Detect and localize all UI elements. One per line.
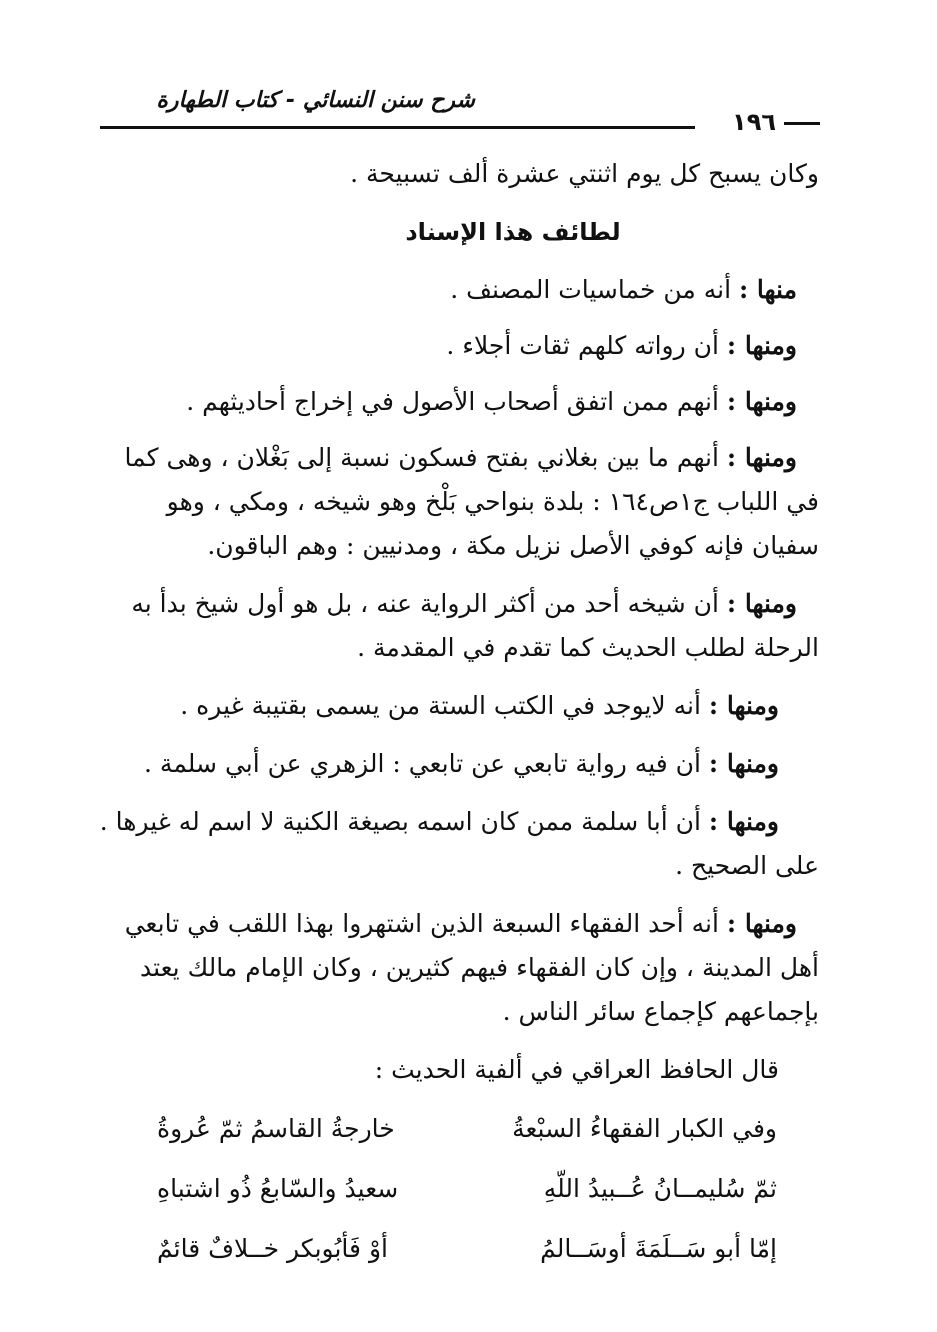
paragraph-shaykh bbox=[107, 582, 819, 670]
poem-verse bbox=[157, 1218, 777, 1278]
paragraph-line bbox=[99, 800, 819, 844]
item-lead: ومنها : bbox=[726, 909, 797, 938]
list-item bbox=[107, 268, 819, 312]
item-text: أن رواته كلهم ثقات أجلاء . bbox=[446, 331, 719, 360]
paragraph-line: أهل المدينة ، وإن كان الفقهاء فيهم كثيرين ، وكان الإمام مالك يعتد bbox=[139, 953, 819, 982]
item-text: أنه من خماسيات المصنف . bbox=[450, 275, 732, 304]
page-number-value: ١٩٦ bbox=[732, 108, 776, 136]
header-title: شرح سنن النسائي - كتاب الطهارة bbox=[156, 88, 475, 113]
paragraph-line: على الصحيح . bbox=[675, 851, 819, 880]
poem-hemistich-second: أوْ فَأبُوبكر خــلافٌ قائمٌ bbox=[157, 1233, 388, 1263]
paragraph-line bbox=[107, 582, 819, 626]
paragraph-abu-salama bbox=[99, 800, 819, 888]
paragraph-line: سفيان فإنه كوفي الأصل نزيل مكة ، ومدنيين : وهم الباقون. bbox=[207, 531, 819, 560]
poem-hemistich-second: خارجةُ القاسمُ ثمّ عُروةُ bbox=[157, 1113, 395, 1143]
page-number-dash bbox=[784, 122, 820, 125]
item-lead: ومنها : bbox=[708, 691, 779, 720]
poem-verse bbox=[157, 1158, 777, 1218]
paragraph-text: أنهم ما بين بغلاني بفتح فسكون نسبة إلى بَغْلان ، وهى كما bbox=[124, 443, 719, 472]
list-item bbox=[107, 742, 819, 786]
paragraph-line: بإجماعهم كإجماع سائر الناس . bbox=[502, 997, 819, 1026]
paragraph-text: أنه أحد الفقهاء السبعة الذين اشتهروا بهذا اللقب في تابعي bbox=[124, 909, 719, 938]
running-header bbox=[100, 86, 820, 138]
item-lead: ومنها : bbox=[708, 807, 779, 836]
header-rule bbox=[100, 126, 695, 129]
page-number bbox=[732, 108, 820, 136]
poem-hemistich-first: ثمّ سُليمــانُ عُــبيدُ اللّهِ bbox=[543, 1173, 777, 1203]
section-title: لطائف هذا الإسناد bbox=[405, 218, 621, 246]
list-item bbox=[107, 380, 819, 424]
poem bbox=[157, 1098, 777, 1278]
paragraph-nisba bbox=[107, 436, 819, 568]
item-text: أن فيه رواية تابعي عن تابعي : الزهري عن أبي سلمة . bbox=[144, 749, 701, 778]
body-text bbox=[99, 152, 819, 1092]
item-lead: ومنها : bbox=[726, 443, 797, 472]
list-item bbox=[107, 324, 819, 368]
item-lead: ومنها : bbox=[726, 387, 797, 416]
poem-verse bbox=[157, 1098, 777, 1158]
item-text: أنه لايوجد في الكتب الستة من يسمى بقتيبة غيره . bbox=[180, 691, 701, 720]
item-lead: منها : bbox=[738, 275, 797, 304]
paragraph-text: أن شيخه أحد من أكثر الرواية عنه ، بل هو أول شيخ بدأ به bbox=[131, 589, 719, 618]
item-lead: ومنها : bbox=[708, 749, 779, 778]
item-lead: ومنها : bbox=[726, 331, 797, 360]
paragraph-text: أن أبا سلمة ممن كان اسمه بصيغة الكنية لا اسم له غيرها . bbox=[99, 807, 701, 836]
paragraph-line: الرحلة لطلب الحديث كما تقدم في المقدمة . bbox=[357, 633, 819, 662]
poem-hemistich-first: إمّا أبو سَــلَمَةَ أوسَــالمُ bbox=[540, 1233, 777, 1263]
paragraph-line bbox=[107, 902, 819, 946]
paragraph-fuqaha bbox=[107, 902, 819, 1034]
poem-intro: قال الحافظ العراقي في ألفية الحديث : bbox=[374, 1055, 779, 1084]
paragraph-line bbox=[107, 436, 819, 480]
poem-hemistich-first: وفي الكبار الفقهاءُ السبْعةُ bbox=[512, 1113, 777, 1143]
item-lead: ومنها : bbox=[726, 589, 797, 618]
poem-hemistich-second: سعيدُ والسّابعُ ذُو اشتباهِ bbox=[157, 1173, 399, 1203]
item-text: أنهم ممن اتفق أصحاب الأصول في إخراج أحاديثهم . bbox=[186, 387, 719, 416]
opening-line: وكان يسبح كل يوم اثنتي عشرة ألف تسبيحة . bbox=[350, 159, 819, 188]
list-item bbox=[107, 684, 819, 728]
paragraph-line: في اللباب ج١ص١٦٤ : بلدة بنواحي بَلْخ وهو شيخه ، ومكي ، وهو bbox=[166, 487, 819, 516]
